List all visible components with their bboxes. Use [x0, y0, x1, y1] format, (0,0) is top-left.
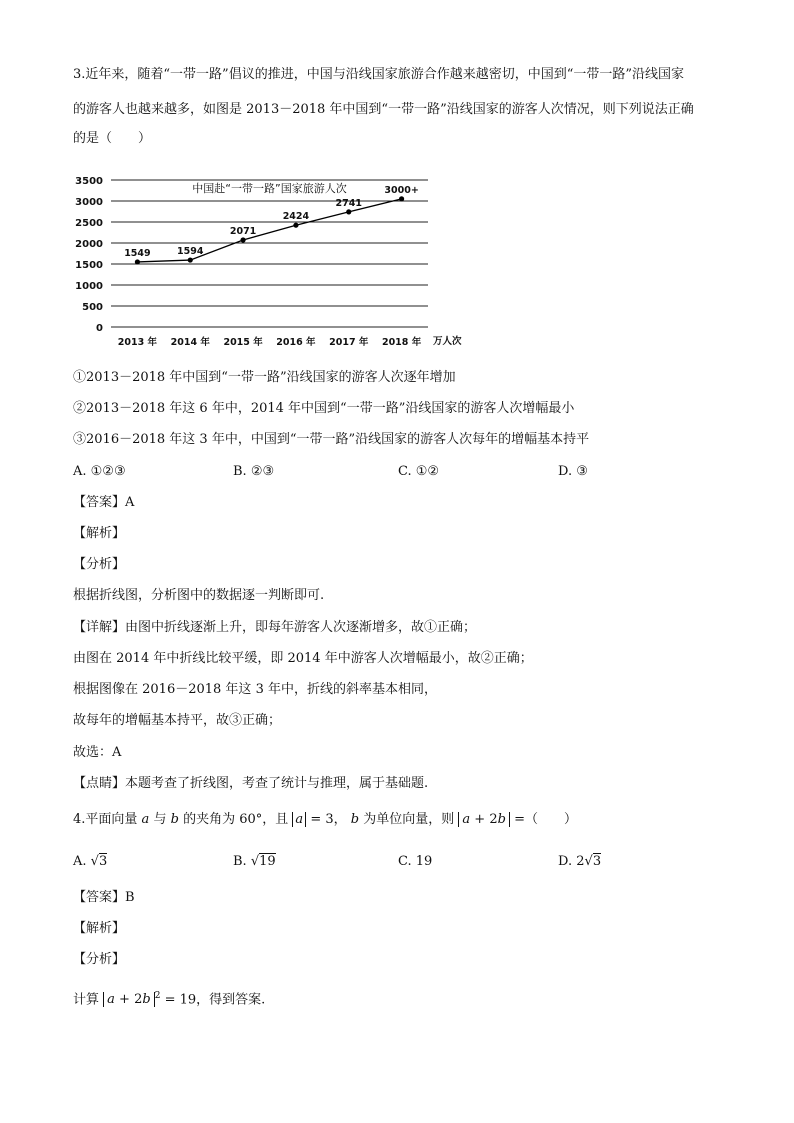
abs-a-plus-2b-sq: a + 2b — [103, 992, 155, 1007]
q3-detail-2: 由图在 2014 年中折线比较平缓，即 2014 年中游客人次增幅最小，故②正确； — [73, 651, 533, 666]
vector-b-2: b — [350, 812, 360, 827]
data-label: 2424 — [282, 211, 310, 223]
x-tick-label: 2013 年 — [117, 337, 158, 348]
chart-title: 中国赴“一带一路”国家旅游人次 — [192, 182, 347, 195]
unit-label: 万人次 — [433, 336, 462, 347]
q4-option-b[interactable]: B. √19 — [233, 854, 276, 869]
abs-a-plus-2b: a + 2b — [458, 812, 510, 827]
q3-stem-line1: 3.近年来，随着“一带一路”倡议的推进，中国与沿线国家旅游合作越来越密切，中国到“一带一路”沿线国家 — [73, 67, 684, 82]
data-label: 1549 — [124, 247, 151, 259]
q3-option-d[interactable]: D. ③ — [558, 464, 588, 479]
q4-fenxi: 【分析】 — [73, 952, 126, 967]
data-label: 3000+ — [384, 184, 419, 196]
data-point — [346, 209, 351, 214]
q4-option-c[interactable]: C. 19 — [398, 854, 433, 869]
tourism-line-chart — [73, 172, 483, 352]
q4-stem-d: = 3， — [310, 812, 347, 827]
q3-fenxi: 【分析】 — [73, 557, 126, 572]
y-tick-label: 1500 — [75, 260, 103, 271]
abs-a: a — [292, 812, 306, 827]
q3-option-a[interactable]: A. ①②③ — [73, 464, 126, 479]
y-tick-label: 2500 — [75, 218, 103, 229]
y-tick-label: 3500 — [75, 176, 103, 187]
y-tick-label: 500 — [82, 302, 103, 313]
q4-jiexi: 【解析】 — [73, 921, 126, 936]
q4-answer: 【答案】B — [73, 890, 135, 905]
data-label: 1594 — [177, 246, 204, 258]
q4-stem-g: =（ ） — [514, 812, 577, 827]
q3-stem-line3: 的是（ ） — [73, 131, 152, 146]
q3-statement-3: ③2016－2018 年这 3 年中，中国到“一带一路”沿线国家的游客人次每年的增幅基本持平 — [73, 432, 590, 447]
q3-answer: 【答案】A — [73, 495, 135, 510]
y-tick-label: 1000 — [75, 281, 103, 292]
q3-detail-4: 故每年的增幅基本持平，故③正确； — [73, 713, 282, 728]
q3-statement-1: ①2013－2018 年中国到“一带一路”沿线国家的游客人次逐年增加 — [73, 370, 456, 385]
q3-option-c[interactable]: C. ①② — [398, 464, 440, 479]
x-tick-label: 2015 年 — [223, 337, 263, 348]
q4-stem-c: 的夹角为 60°，且 — [183, 812, 289, 827]
vector-b: b — [170, 812, 179, 827]
data-label: 2071 — [229, 226, 257, 238]
q4-option-a[interactable]: A. √3 — [73, 854, 108, 869]
y-tick-label: 0 — [96, 323, 103, 334]
y-tick-label: 2000 — [75, 239, 103, 250]
q4-stem-e: 为单位向量，则 — [363, 812, 455, 827]
q3-stem-line2: 的游客人也越来越多，如图是 2013－2018 年中国到“一带一路”沿线国家的游客人次情况，则下列说法正确 — [73, 102, 694, 117]
q3-dianjing: 【点睛】本题考查了折线图，考查了统计与推理，属于基础题. — [73, 776, 429, 791]
q3-fenxi-text: 根据折线图，分析图中的数据逐一判断即可. — [73, 588, 325, 603]
q3-statement-2: ②2013－2018 年这 6 年中，2014 年中国到“一带一路”沿线国家的游客人次增幅最小 — [73, 401, 575, 416]
x-tick-label: 2018 年 — [381, 337, 422, 348]
q3-detail-3: 根据图像在 2016－2018 年这 3 年中，折线的斜率基本相同， — [73, 682, 437, 697]
q4-stem — [73, 811, 577, 829]
x-tick-label: 2014 年 — [170, 337, 210, 348]
x-tick-label: 2016 年 — [276, 337, 316, 348]
q3-detail-1: 【详解】由图中折线逐渐上升，即每年游客人次逐渐增多，故①正确； — [73, 620, 477, 635]
data-point — [399, 196, 404, 201]
x-tick-label: 2017 年 — [329, 337, 369, 348]
q3-option-b[interactable]: B. ②③ — [233, 464, 275, 479]
data-point — [135, 259, 140, 264]
y-tick-label: 3000 — [75, 197, 103, 208]
vector-a: a — [141, 812, 150, 827]
q4-stem-a: 4.平面向量 — [73, 812, 138, 827]
q3-choose: 故选：A — [73, 745, 122, 760]
data-label: 2741 — [335, 197, 362, 209]
q3-jiexi: 【解析】 — [73, 526, 126, 541]
data-point — [240, 237, 245, 242]
q4-option-d[interactable]: D. 2√3 — [558, 854, 602, 869]
data-point — [293, 223, 298, 228]
q4-calc: 计算 a + 2b $^2$ = 19，得到答案. — [73, 991, 266, 1008]
q4-stem-b: 与 — [153, 812, 167, 827]
data-point — [188, 257, 193, 262]
